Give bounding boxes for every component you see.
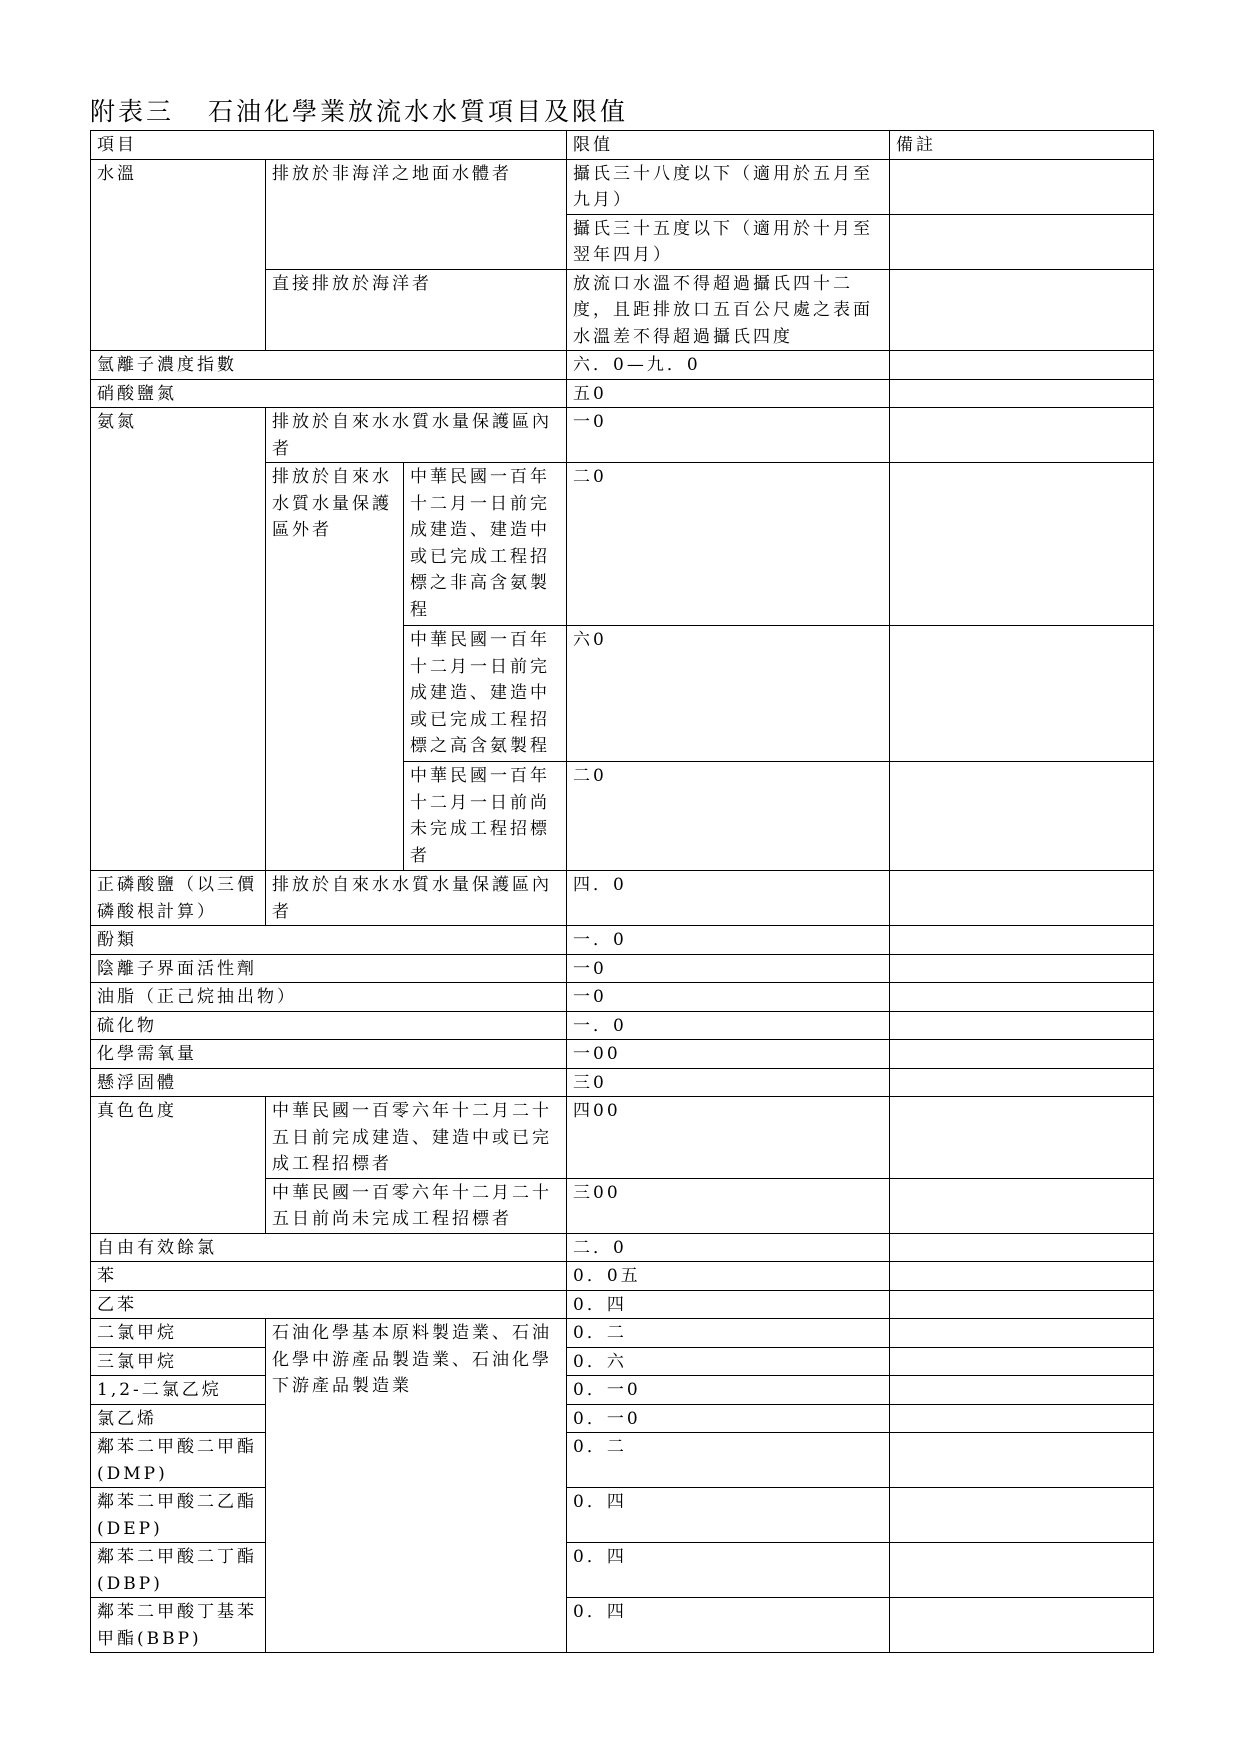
item-name: 硝酸鹽氮 (91, 379, 567, 408)
item-subcondition: 中華民國一百年十二月一日前完成建造、建造中或已完成工程招標之非高含氨製程 (404, 463, 567, 626)
item-condition: 排放於非海洋之地面水體者 (266, 159, 567, 269)
item-name: 氨氮 (91, 408, 266, 871)
item-limit: 攝氏三十五度以下（適用於十月至翌年四月） (567, 214, 890, 269)
item-note (890, 762, 1154, 871)
item-note (890, 1178, 1154, 1233)
table-row (91, 1347, 1154, 1376)
item-name: 真色色度 (91, 1097, 266, 1234)
item-limit: 一0 (567, 408, 890, 463)
item-condition: 排放於自來水水質水量保護區內者 (266, 408, 567, 463)
item-note (890, 1347, 1154, 1376)
item-note (890, 1376, 1154, 1405)
item-note (890, 269, 1154, 351)
table-row (91, 1543, 1154, 1598)
item-note (890, 1404, 1154, 1433)
item-limit: 0．四 (567, 1290, 890, 1319)
item-limit: 一．0 (567, 926, 890, 955)
item-note (890, 351, 1154, 380)
item-condition: 中華民國一百零六年十二月二十五日前尚未完成工程招標者 (266, 1178, 567, 1233)
table-row (91, 408, 1154, 463)
item-name: 水溫 (91, 159, 266, 351)
table-row (91, 1376, 1154, 1405)
table-row (91, 1233, 1154, 1262)
item-note (890, 1068, 1154, 1097)
title-text: 石油化學業放流水水質項目及限值 (208, 97, 629, 126)
table-row (91, 351, 1154, 380)
item-note (890, 379, 1154, 408)
table-row (91, 159, 1154, 214)
table-row (91, 926, 1154, 955)
item-limit: 0．四 (567, 1598, 890, 1653)
item-name: 陰離子界面活性劑 (91, 954, 567, 983)
header-row (91, 131, 1154, 160)
page-title (90, 92, 628, 128)
item-name: 鄰苯二甲酸二丁酯(DBP) (91, 1543, 266, 1598)
item-name: 鄰苯二甲酸二甲酯(DMP) (91, 1433, 266, 1488)
item-limit: 六0 (567, 626, 890, 762)
item-limit: 三0 (567, 1068, 890, 1097)
item-note (890, 954, 1154, 983)
header-note: 備註 (890, 131, 1154, 160)
item-note (890, 626, 1154, 762)
item-note (890, 1290, 1154, 1319)
item-limit: 三00 (567, 1178, 890, 1233)
item-note (890, 871, 1154, 926)
item-name: 鄰苯二甲酸丁基苯甲酯(BBP) (91, 1598, 266, 1653)
item-limit: 攝氏三十八度以下（適用於五月至九月） (567, 159, 890, 214)
item-condition: 石油化學基本原料製造業、石油化學中游產品製造業、石油化學下游產品製造業 (266, 1319, 567, 1653)
item-limit: 一0 (567, 954, 890, 983)
item-limit: 0．四 (567, 1543, 890, 1598)
table-row (91, 1404, 1154, 1433)
item-limit: 四．0 (567, 871, 890, 926)
item-limit: 五0 (567, 379, 890, 408)
item-limit: 二0 (567, 463, 890, 626)
table-row (91, 1319, 1154, 1348)
item-name: 1,2-二氯乙烷 (91, 1376, 266, 1405)
header-item: 項目 (91, 131, 567, 160)
item-note (890, 1233, 1154, 1262)
item-limit: 一00 (567, 1040, 890, 1069)
item-note (890, 983, 1154, 1012)
item-note (890, 1097, 1154, 1179)
item-note (890, 1488, 1154, 1543)
item-limit: 二．0 (567, 1233, 890, 1262)
table-row (91, 983, 1154, 1012)
item-limit: 二0 (567, 762, 890, 871)
item-name: 鄰苯二甲酸二乙酯(DEP) (91, 1488, 266, 1543)
table-row (91, 1068, 1154, 1097)
table-row (91, 954, 1154, 983)
item-note (890, 159, 1154, 214)
item-limit: 0．二 (567, 1319, 890, 1348)
item-condition: 排放於自來水水質水量保護區內者 (266, 871, 567, 926)
item-name: 酚類 (91, 926, 567, 955)
table-row (91, 1262, 1154, 1291)
table-row (91, 1290, 1154, 1319)
item-limit: 0．四 (567, 1488, 890, 1543)
item-limit: 0．六 (567, 1347, 890, 1376)
item-limit: 一0 (567, 983, 890, 1012)
header-limit: 限值 (567, 131, 890, 160)
table-row (91, 1040, 1154, 1069)
table-row (91, 1011, 1154, 1040)
item-subcondition: 中華民國一百年十二月一日前尚未完成工程招標者 (404, 762, 567, 871)
item-name: 油脂（正己烷抽出物） (91, 983, 567, 1012)
table-row (91, 1097, 1154, 1179)
item-note (890, 1262, 1154, 1291)
item-note (890, 1011, 1154, 1040)
item-note (890, 214, 1154, 269)
limits-table (90, 130, 1154, 1653)
item-name: 自由有效餘氯 (91, 1233, 567, 1262)
table-row (91, 1598, 1154, 1653)
item-name: 化學需氧量 (91, 1040, 567, 1069)
item-limit: 0．二 (567, 1433, 890, 1488)
item-subcondition: 中華民國一百年十二月一日前完成建造、建造中或已完成工程招標之高含氨製程 (404, 626, 567, 762)
item-limit: 0．一0 (567, 1376, 890, 1405)
item-note (890, 463, 1154, 626)
item-limit: 一．0 (567, 1011, 890, 1040)
item-condition: 中華民國一百零六年十二月二十五日前完成建造、建造中或已完成工程招標者 (266, 1097, 567, 1179)
item-note (890, 1543, 1154, 1598)
item-name: 正磷酸鹽（以三價磷酸根計算） (91, 871, 266, 926)
item-note (890, 1319, 1154, 1348)
table-row (91, 379, 1154, 408)
item-limit: 0．0五 (567, 1262, 890, 1291)
item-note (890, 1598, 1154, 1653)
item-name: 氯乙烯 (91, 1404, 266, 1433)
table-row (91, 1488, 1154, 1543)
item-name: 三氯甲烷 (91, 1347, 266, 1376)
item-limit: 六．0—九．0 (567, 351, 890, 380)
item-note (890, 926, 1154, 955)
item-limit: 放流口水溫不得超過攝氏四十二度，且距排放口五百公尺處之表面水溫差不得超過攝氏四度 (567, 269, 890, 351)
item-condition: 排放於自來水水質水量保護區外者 (266, 463, 404, 871)
item-limit: 四00 (567, 1097, 890, 1179)
item-name: 苯 (91, 1262, 567, 1291)
item-note (890, 1433, 1154, 1488)
item-name: 二氯甲烷 (91, 1319, 266, 1348)
title-label: 附表三 (90, 97, 175, 126)
table-row (91, 1433, 1154, 1488)
table-row (91, 871, 1154, 926)
item-name: 硫化物 (91, 1011, 567, 1040)
item-name: 懸浮固體 (91, 1068, 567, 1097)
item-name: 乙苯 (91, 1290, 567, 1319)
item-note (890, 1040, 1154, 1069)
item-name: 氫離子濃度指數 (91, 351, 567, 380)
item-limit: 0．一0 (567, 1404, 890, 1433)
item-note (890, 408, 1154, 463)
item-condition: 直接排放於海洋者 (266, 269, 567, 351)
